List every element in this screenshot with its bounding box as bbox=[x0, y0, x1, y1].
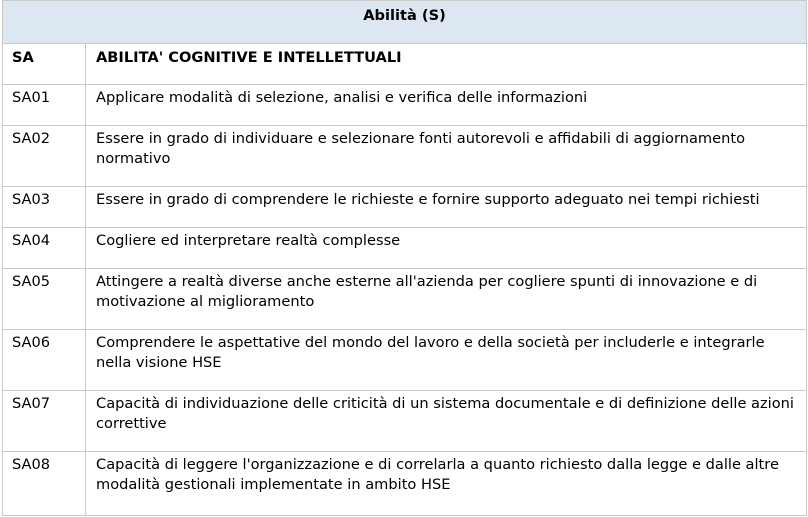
table-row bbox=[3, 85, 807, 126]
row-code-cell bbox=[3, 126, 86, 187]
row-code-cell bbox=[3, 228, 86, 269]
row-description-cell bbox=[86, 269, 807, 330]
row-code-cell bbox=[3, 187, 86, 228]
row-code-cell bbox=[3, 452, 86, 516]
abilita-table bbox=[2, 0, 807, 516]
table-row bbox=[3, 187, 807, 228]
table-title-text: Abilità (S) bbox=[363, 7, 446, 24]
row-code: SA03 bbox=[12, 191, 51, 208]
row-code-cell bbox=[3, 391, 86, 452]
row-description-cell bbox=[86, 452, 807, 516]
header-code-cell bbox=[3, 44, 86, 85]
table-title bbox=[3, 1, 807, 44]
row-code-cell bbox=[3, 269, 86, 330]
row-description-cell bbox=[86, 391, 807, 452]
row-description: Essere in grado di comprendere le richieste e fornire supporto adeguato nei tempi richiesti bbox=[96, 191, 760, 208]
row-code: SA05 bbox=[12, 273, 51, 290]
row-code: SA08 bbox=[12, 456, 51, 473]
row-description: Capacità di leggere l'organizzazione e di correlarla a quanto richiesto dalla legge e dalle altre modalità gestionali implementate in ambito HSE bbox=[96, 456, 779, 493]
table-row bbox=[3, 330, 807, 391]
row-description: Applicare modalità di selezione, analisi e verifica delle informazioni bbox=[96, 89, 588, 106]
row-code: SA07 bbox=[12, 395, 51, 412]
table-row bbox=[3, 391, 807, 452]
header-description-text: ABILITA' COGNITIVE E INTELLETTUALI bbox=[96, 49, 402, 66]
table-row bbox=[3, 228, 807, 269]
row-description: Comprendere le aspettative del mondo del lavoro e della società per includerle e integrarle nella visione HSE bbox=[96, 334, 765, 371]
header-description-cell bbox=[86, 44, 807, 85]
row-code-cell bbox=[3, 330, 86, 391]
table-title-row bbox=[3, 1, 807, 44]
header-code-text: SA bbox=[12, 49, 34, 66]
table-row bbox=[3, 269, 807, 330]
table-row bbox=[3, 126, 807, 187]
table-row bbox=[3, 452, 807, 516]
row-description-cell bbox=[86, 228, 807, 269]
row-description-cell bbox=[86, 187, 807, 228]
row-code: SA01 bbox=[12, 89, 51, 106]
table-header-row bbox=[3, 44, 807, 85]
row-description-cell bbox=[86, 330, 807, 391]
row-description-cell bbox=[86, 85, 807, 126]
row-code: SA06 bbox=[12, 334, 51, 351]
row-description-cell bbox=[86, 126, 807, 187]
row-code-cell bbox=[3, 85, 86, 126]
row-description: Capacità di individuazione delle criticità di un sistema documentale e di definizione delle azioni correttive bbox=[96, 395, 794, 432]
row-code: SA02 bbox=[12, 130, 51, 147]
row-description: Essere in grado di individuare e selezionare fonti autorevoli e affidabili di aggiornamento normativo bbox=[96, 130, 746, 167]
row-code: SA04 bbox=[12, 232, 51, 249]
row-description: Attingere a realtà diverse anche esterne all'azienda per cogliere spunti di innovazione e di motivazione al miglioramento bbox=[96, 273, 758, 310]
row-description: Cogliere ed interpretare realtà complesse bbox=[96, 232, 401, 249]
